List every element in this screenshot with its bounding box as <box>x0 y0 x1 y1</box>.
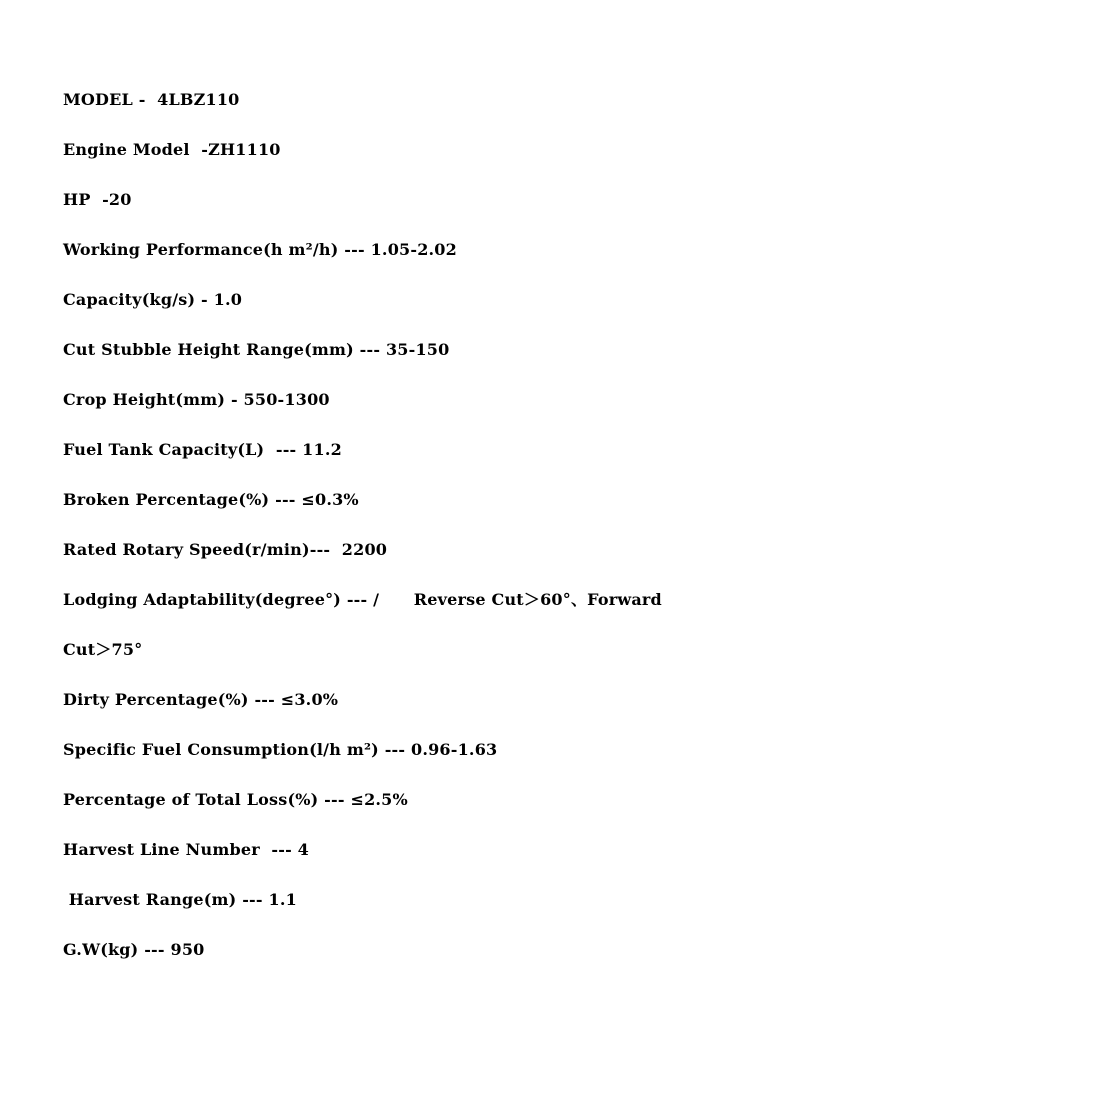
spec-line-rated-rotary-speed: Rated Rotary Speed(r/min)--- 2200 <box>63 540 388 559</box>
spec-line-hp: HP -20 <box>63 190 132 209</box>
spec-line-specific-fuel-consumption: Specific Fuel Consumption(l/h m²) --- 0.96-1.63 <box>63 740 498 759</box>
spec-line-lodging-adaptability: Lodging Adaptability(degree°) --- / Reverse Cut＞60°、Forward <box>63 590 662 609</box>
spec-line-broken-percentage: Broken Percentage(%) --- ≤0.3% <box>63 490 359 509</box>
spec-line-working-performance: Working Performance(h m²/h) --- 1.05-2.02 <box>63 240 457 259</box>
spec-line-gross-weight: G.W(kg) --- 950 <box>63 940 205 959</box>
spec-line-capacity: Capacity(kg/s) - 1.0 <box>63 290 243 309</box>
spec-line-harvest-range: Harvest Range(m) --- 1.1 <box>63 890 297 909</box>
spec-line-harvest-line-number: Harvest Line Number --- 4 <box>63 840 310 859</box>
spec-line-engine-model: Engine Model -ZH1110 <box>63 140 281 159</box>
spec-line-dirty-percentage: Dirty Percentage(%) --- ≤3.0% <box>63 690 339 709</box>
spec-line-total-loss: Percentage of Total Loss(%) --- ≤2.5% <box>63 790 408 809</box>
spec-line-cut-stubble-height: Cut Stubble Height Range(mm) --- 35-150 <box>63 340 450 359</box>
spec-sheet <box>63 75 1100 975</box>
spec-line-lodging-adaptability-cont: Cut＞75° <box>63 640 143 659</box>
spec-line-fuel-tank-capacity: Fuel Tank Capacity(L) --- 11.2 <box>63 440 342 459</box>
spec-line-model: MODEL - 4LBZ110 <box>63 90 240 109</box>
spec-line-crop-height: Crop Height(mm) - 550-1300 <box>63 390 330 409</box>
